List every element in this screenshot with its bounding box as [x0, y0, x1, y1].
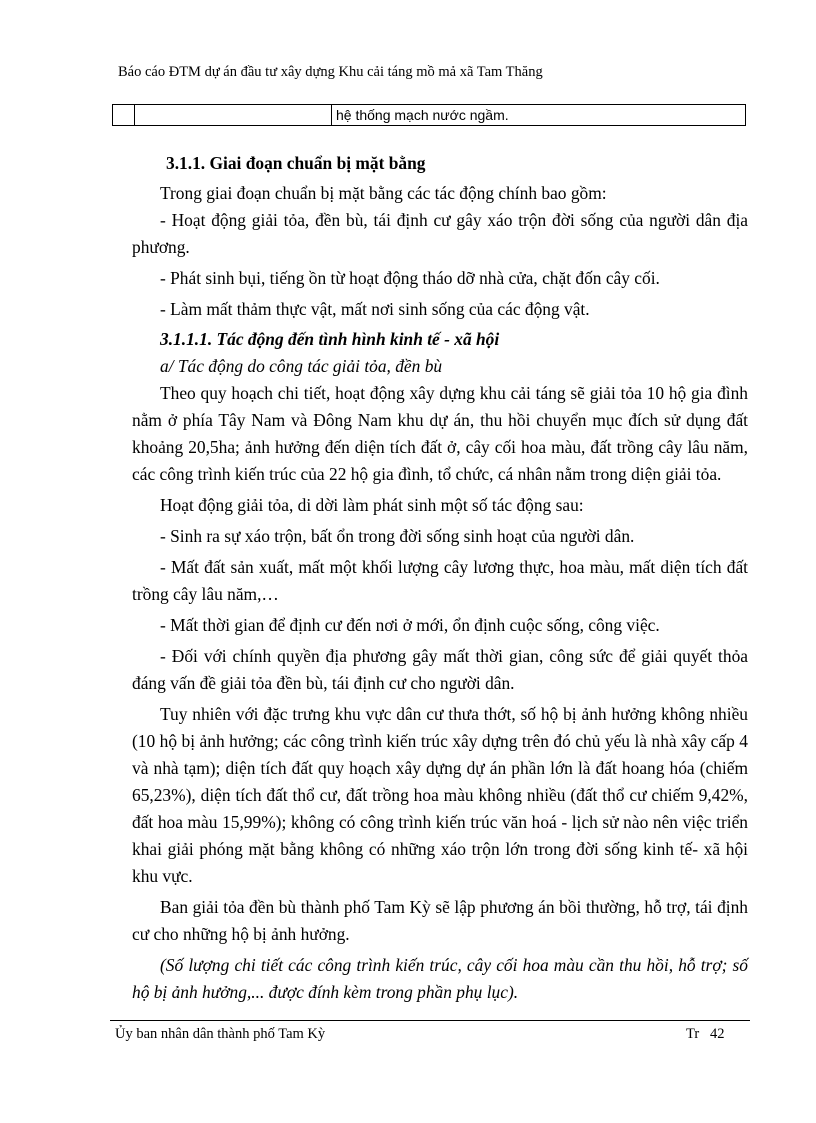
section-bullet: - Phát sinh bụi, tiếng ồn từ hoạt động tháo dỡ nhà cửa, chặt đốn cây cối. [160, 268, 660, 288]
impact-bullet: - Đối với chính quyền địa phương gây mất thời gian, công sức để giải quyết thỏa đáng vấn đề giải tỏa đền bù, tái định cư cho người dân. [132, 646, 748, 693]
section-heading: 3.1.1. Giai đoạn chuẩn bị mặt bằng [166, 153, 426, 173]
page-body [132, 150, 748, 1006]
subsection-subheading: a/ Tác động do công tác giải tỏa, đền bù [160, 356, 443, 376]
paragraph: Tuy nhiên với đặc trưng khu vực dân cư thưa thớt, số hộ bị ảnh hưởng không nhiều (10 hộ bị ảnh hưởng; các công trình kiến trúc xây dựng trên đó chủ yếu là nhà xây cấp 4 và nhà tạm); diện tích đất quy hoạch xây dựng dự án phần lớn là đất hoang hóa (chiếm 65,23%), diện tích đất thổ cư, đất trồng hoa màu không nhiều (đất thổ cư chiếm 9,42%, đất hoa màu 15,99%); không có công trình kiến trúc văn hoá - lịch sử nào nên việc triển khai giải phóng mặt bằng không có những xáo trộn lớn trong đời sống kinh tế- xã hội khu vực. [132, 704, 748, 886]
impact-bullet: - Mất thời gian để định cư đến nơi ở mới, ổn định cuộc sống, công việc. [160, 615, 660, 635]
page-number: Tr 42 [686, 1026, 725, 1042]
impact-bullet: - Sinh ra sự xáo trộn, bất ổn trong đời sống sinh hoạt của người dân. [160, 526, 635, 546]
appendix-note: (Số lượng chi tiết các công trình kiến trúc, cây cối hoa màu cần thu hồi, hỗ trợ; số hộ bị ảnh hưởng,... được đính kèm trong phần phụ lục). [132, 955, 748, 1002]
paragraph: Ban giải tỏa đền bù thành phố Tam Kỳ sẽ lập phương án bồi thường, hỗ trợ, tái định cư cho những hộ bị ảnh hưởng. [132, 897, 748, 944]
page-header: Báo cáo ĐTM dự án đầu tư xây dựng Khu cải táng mồ mả xã Tam Thăng [118, 64, 543, 80]
footer-organization: Ủy ban nhân dân thành phố Tam Kỳ [115, 1026, 326, 1042]
impact-bullet: - Mất đất sản xuất, mất một khối lượng cây lương thực, hoa màu, mất diện tích đất trồng cây lâu năm,… [132, 557, 748, 604]
continued-table [112, 104, 746, 126]
section-bullet: - Làm mất thảm thực vật, mất nơi sinh sống của các động vật. [160, 299, 590, 319]
table-cell-empty-1 [113, 105, 135, 126]
section-bullet: - Hoạt động giải tỏa, đền bù, tái định cư gây xáo trộn đời sống của người dân địa phương. [132, 210, 748, 257]
footer-divider [110, 1020, 750, 1021]
section-intro: Trong giai đoạn chuẩn bị mặt bằng các tác động chính bao gồm: [160, 183, 607, 203]
paragraph: Theo quy hoạch chi tiết, hoạt động xây dựng khu cải táng sẽ giải tỏa 10 hộ gia đình nằm ở phía Tây Nam và Đông Nam khu dự án, thu hồi chuyển mục đích sử dụng đất khoảng 20,5ha; ảnh hưởng đến diện tích đất ở, cây cối hoa màu, đất trồng cây lâu năm, các công trình kiến trúc của 22 hộ gia đình, tổ chức, cá nhân nằm trong diện giải tỏa. [132, 383, 748, 484]
paragraph: Hoạt động giải tỏa, di dời làm phát sinh một số tác động sau: [160, 495, 584, 515]
table-cell-empty-2 [135, 105, 332, 126]
table-cell-text: hệ thống mạch nước ngầm. [332, 105, 746, 126]
subsection-heading: 3.1.1.1. Tác động đến tình hình kinh tế - xã hội [160, 329, 500, 349]
